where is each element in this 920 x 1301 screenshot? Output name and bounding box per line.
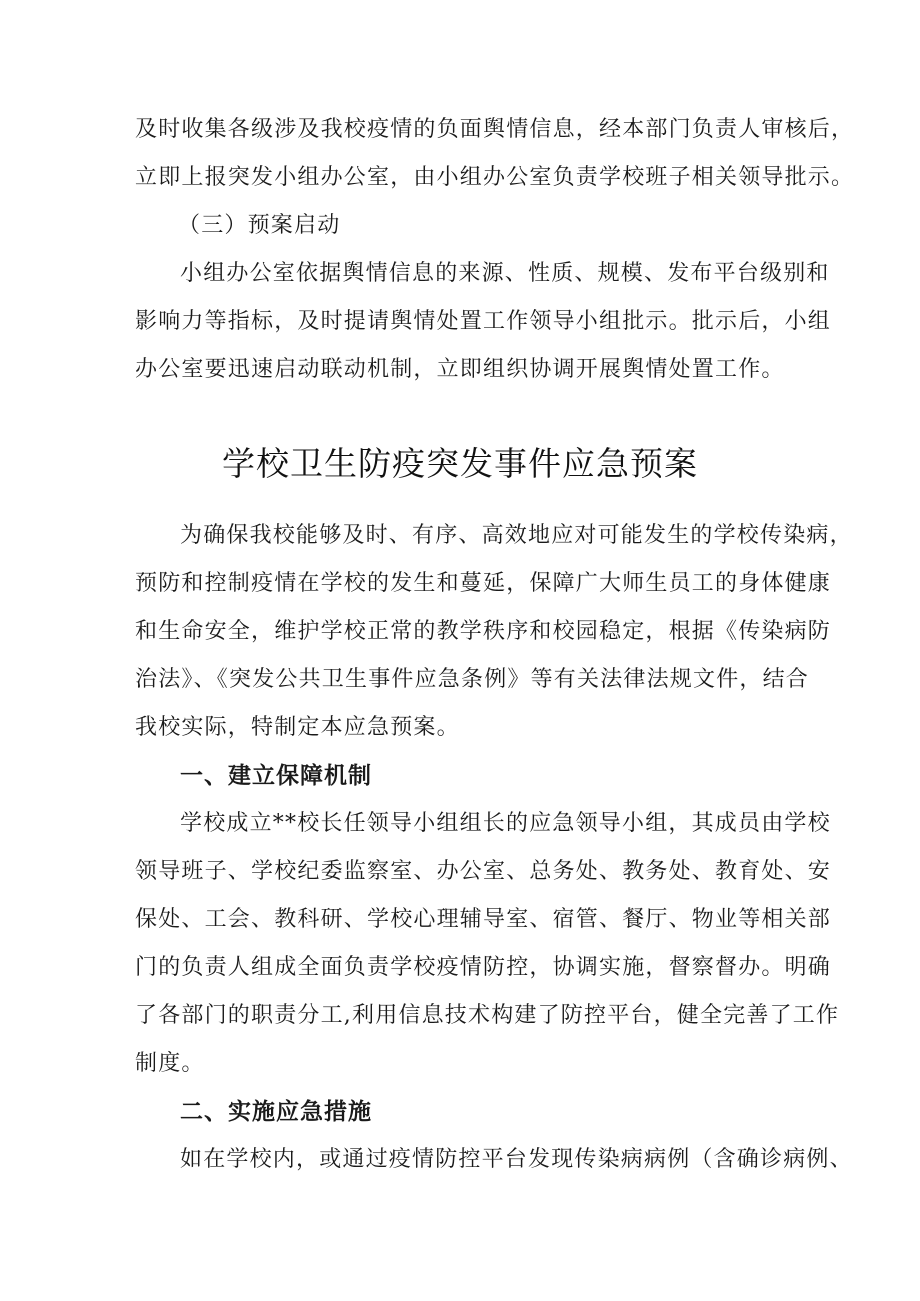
page-title: 学校卫生防疫突发事件应急预案 bbox=[222, 444, 698, 483]
text-line: 立即上报突发小组办公室，由小组办公室负责学校班子相关领导批示。 bbox=[135, 165, 855, 190]
text-line: 学校成立**校长任领导小组组长的应急领导小组，其成员由学校 bbox=[180, 811, 831, 836]
text-line: 了各部门的职责分工,利用信息技术构建了防控平台，健全完善了工作 bbox=[135, 1003, 840, 1028]
section-heading: 一、建立保障机制 bbox=[180, 763, 372, 789]
text-line: 及时收集各级涉及我校疫情的负面舆情信息，经本部门负责人审核后， bbox=[135, 117, 855, 142]
text-line: 为确保我校能够及时、有序、高效地应对可能发生的学校传染病， bbox=[180, 523, 853, 548]
text-line: 如在学校内，或通过疫情防控平台发现传染病病例（含确诊病例、 bbox=[180, 1147, 853, 1172]
text-line: 治法》、《突发公共卫生事件应急条例》等有关法律法规文件，结合 bbox=[135, 667, 810, 692]
section-heading: 二、实施应急措施 bbox=[180, 1099, 372, 1125]
text-line: 办公室要迅速启动联动机制，立即组织协调开展舆情处置工作。 bbox=[135, 357, 785, 382]
text-line: 预防和控制疫情在学校的发生和蔓延，保障广大师生员工的身体健康 bbox=[135, 571, 832, 596]
text-line: 制度。 bbox=[135, 1051, 205, 1076]
text-line: 和生命安全，维护学校正常的教学秩序和校园稳定，根据《传染病防 bbox=[135, 619, 832, 644]
text-line: 领导班子、学校纪委监察室、办公室、总务处、教务处、教育处、安 bbox=[135, 859, 832, 884]
subheading: （三）预案启动 bbox=[178, 213, 341, 238]
text-line: 保处、工会、教科研、学校心理辅导室、宿管、餐厅、物业等相关部 bbox=[135, 907, 832, 932]
text-line: 小组办公室依据舆情信息的来源、性质、规模、发布平台级别和 bbox=[180, 261, 830, 286]
text-line: 影响力等指标，及时提请舆情处置工作领导小组批示。批示后，小组 bbox=[135, 309, 832, 334]
text-line: 我校实际，特制定本应急预案。 bbox=[135, 715, 460, 740]
text-line: 门的负责人组成全面负责学校疫情防控，协调实施，督察督办。明确 bbox=[135, 955, 832, 980]
